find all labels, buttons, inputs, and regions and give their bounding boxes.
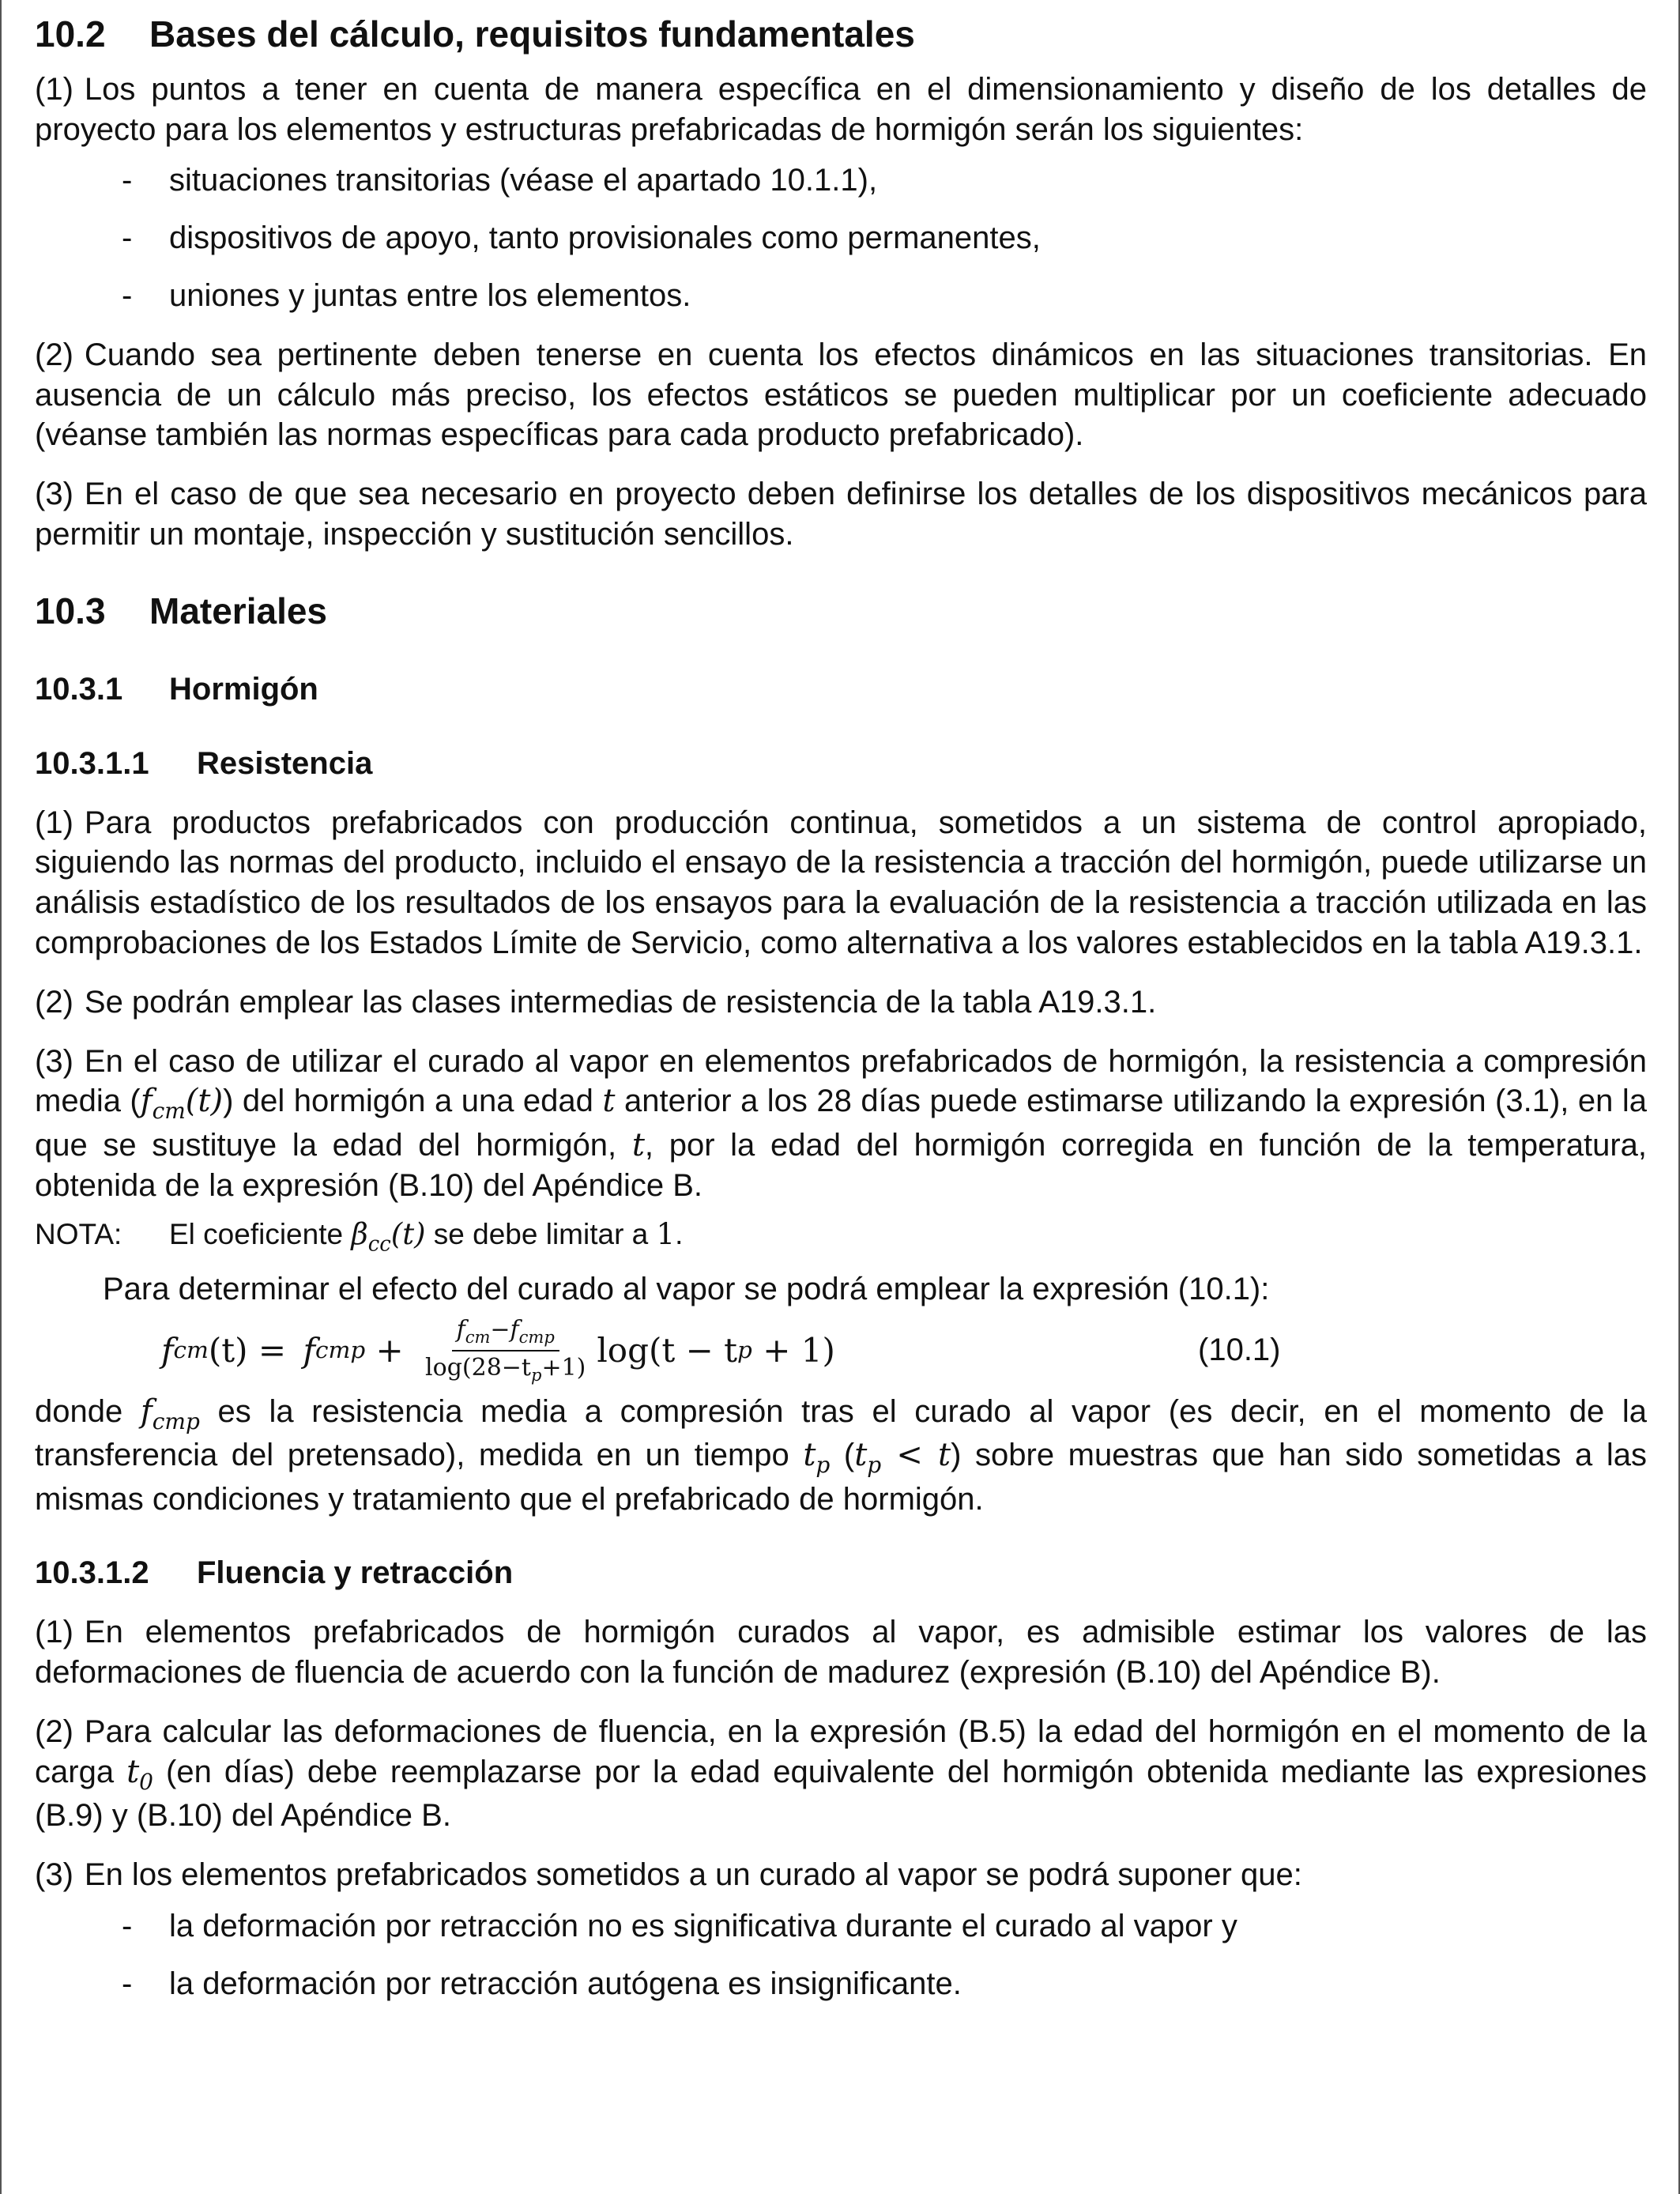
paragraph-10-3-1-2-1: [35, 1612, 1647, 1693]
math-subscript: p: [737, 1336, 752, 1363]
math-symbol: t: [126, 1753, 140, 1790]
bullet-dash: -: [122, 1966, 133, 2001]
bullet-dash: -: [122, 277, 133, 313]
section-title: Hormigón: [169, 671, 318, 707]
math-t: t: [602, 1083, 616, 1120]
math-subscript: cmp: [518, 1327, 555, 1347]
text-run: (en días) debe reemplazarse por la edad equivalente del hormigón obtenida mediante las expresiones (B.9) y (B.10) del Apéndice B.: [35, 1754, 1648, 1834]
list-item: [35, 218, 1647, 258]
section-heading-10-3-1-2: [35, 1552, 1647, 1593]
math-subscript: p: [530, 1365, 542, 1385]
paragraph-text: En los elementos prefabricados sometidos a un curado al vapor se podrá suponer que:: [84, 1857, 1302, 1893]
list-item-text: uniones y juntas entre los elementos.: [169, 277, 691, 313]
text-run: En el caso de utilizar el curado al vapor en elementos prefabricados de hormigón, la resistencia a compresión media (: [35, 1043, 1647, 1119]
paragraph-10-2-3: [35, 474, 1647, 555]
bullet-dash: -: [122, 221, 133, 256]
math-argument: (t): [185, 1083, 224, 1120]
section-number: 10.2: [35, 13, 106, 55]
math-subscript: cm: [152, 1098, 186, 1125]
paragraph-number: (1): [35, 71, 73, 107]
text-run: es la resistencia media a compresión tras el curado al vapor (es decir, en el momento de la transferencia del pretensado), medida en un tiempo: [35, 1393, 1647, 1473]
math-fcm-t: [140, 1083, 224, 1125]
math-subscript: p: [816, 1452, 831, 1479]
math-symbol: −f: [490, 1315, 519, 1344]
math-subscript: cmp: [152, 1408, 200, 1434]
list-item-text: situaciones transitorias (véase el apartado 10.1.1),: [169, 163, 878, 198]
section-number: 10.3: [35, 590, 106, 631]
section-title: Resistencia: [197, 745, 373, 781]
paragraph-number: (2): [35, 1714, 73, 1750]
bullet-list-10-3-1-2: [35, 1906, 1647, 2004]
section-heading-10-3-1-1: [35, 743, 1647, 784]
math-subscript: cm: [465, 1327, 491, 1347]
note: [35, 1216, 1647, 1257]
math-expression: + 1): [751, 1330, 835, 1370]
section-heading-10-3-1: [35, 669, 1647, 710]
text-run: anterior a los 28 días puede estimarse utilizando la expresión (3.1), en la que se sustituye la edad del hormigón,: [35, 1084, 1647, 1163]
math-expression: +1): [541, 1353, 586, 1382]
paragraph-10-2-2: [35, 335, 1647, 455]
bullet-dash: -: [122, 163, 133, 198]
math-expression: log(28−t: [425, 1353, 531, 1382]
text-run: Para determinar el efecto del curado al vapor se podrá emplear la expresión (10.1):: [103, 1271, 1270, 1306]
paragraph-number: (1): [35, 1615, 73, 1650]
math-tp-less-t: [854, 1437, 951, 1479]
paragraph-text: Cuando sea pertinente deben tenerse en cuenta los efectos dinámicos en las situaciones transitorias. En ausencia de un cálculo más preciso, los efectos estáticos se pueden multiplicar por un coeficiente adecuado (véanse también las normas específicas para cada producto prefabricado).: [35, 337, 1647, 453]
math-symbol: f: [140, 1083, 153, 1120]
text-run: Para calcular las deformaciones de fluencia, en la expresión (B.5) la edad del hormigón en el momento de la carga: [35, 1714, 1647, 1789]
paragraph-10-3-1-1-2: [35, 982, 1647, 1023]
math-symbol: f: [161, 1330, 174, 1370]
paragraph-10-3-1-1-1: [35, 803, 1647, 963]
section-heading-10-3: [35, 588, 1647, 635]
paragraph-10-3-1-2-2: [35, 1712, 1647, 1836]
fraction-denominator: [420, 1351, 590, 1386]
math-expression: < t: [881, 1437, 951, 1474]
paragraph-text: En elementos prefabricados de hormigón curados al vapor, es admisible estimar los valores de las deformaciones de fluencia de acuerdo con la función de madurez (expresión (B.10) del Apéndice B).: [35, 1615, 1647, 1691]
math-fraction: [420, 1315, 590, 1385]
math-argument: (t): [390, 1217, 426, 1252]
paragraph-number: (3): [35, 477, 73, 512]
list-item-text: dispositivos de apoyo, tanto provisionales como permanentes,: [169, 221, 1041, 256]
section-number: 10.3.1.1: [35, 745, 149, 781]
math-symbol: f: [456, 1315, 465, 1344]
section-title: Bases del cálculo, requisitos fundamentales: [149, 13, 915, 55]
equation-intro: [35, 1269, 1647, 1310]
page-content: [35, 11, 1647, 2004]
paragraph-number: (1): [35, 805, 73, 840]
math-subscript: p: [867, 1452, 882, 1479]
paragraph-text: Para productos prefabricados con producción continua, sometidos a un sistema de control apropiado, siguiendo las normas del producto, incluido el ensayo de la resistencia a tracción del hormigón, puede utilizarse un análisis estadístico de los resultados de los ensayos para la evaluación de la resistencia a tracción utilizada en las comprobaciones de los Estados Límite de Servicio, como alternativa a los valores establecidos en la tabla A19.3.1.: [35, 805, 1647, 960]
math-fcmp: [140, 1393, 200, 1434]
note-label: NOTA:: [35, 1218, 122, 1251]
paragraph-number: (3): [35, 1043, 73, 1079]
paragraph-number: (3): [35, 1857, 73, 1893]
math-one: 1: [656, 1217, 676, 1252]
text-run: ) sobre muestras que han sido sometidas a las mismas condiciones y tratamiento que el prefabricado de hormigón.: [35, 1438, 1647, 1517]
paragraph-text: En el caso de que sea necesario en proyecto deben definirse los detalles de los dispositivos mecánicos para permitir un montaje, inspección y sustitución sencillos.: [35, 477, 1647, 552]
math-t: t: [631, 1126, 645, 1163]
list-item: [35, 1964, 1647, 2004]
fraction-numerator: [452, 1315, 559, 1351]
math-beta-cc: [351, 1217, 426, 1257]
list-item-text: la deformación por retracción no es significativa durante el curado al vapor y: [169, 1908, 1237, 1943]
math-symbol: β: [351, 1217, 368, 1252]
equation-number: (10.1): [1198, 1333, 1281, 1368]
paragraph-number: (2): [35, 337, 73, 372]
section-title: Materiales: [149, 590, 328, 631]
math-expression: log(t − t: [597, 1330, 738, 1370]
equation-body: [161, 1310, 835, 1392]
text-run: , por la edad del hormigón corregida en función de la temperatura, obtenida de la expresión (B.10) del Apéndice B.: [35, 1127, 1648, 1203]
section-title: Fluencia y retracción: [197, 1555, 514, 1591]
list-item: [35, 160, 1647, 201]
paragraph-equation-where: [35, 1392, 1647, 1520]
paragraph-10-2-1: [35, 70, 1647, 150]
math-t0: [126, 1753, 153, 1795]
list-item: [35, 276, 1647, 316]
paragraph-text: Se podrán emplear las clases intermedias de resistencia de la tabla A19.3.1.: [84, 984, 1157, 1020]
math-symbol: t: [854, 1437, 868, 1474]
math-tp: [803, 1437, 831, 1479]
math-symbol: f: [140, 1393, 153, 1430]
math-argument: (t) =: [208, 1330, 297, 1370]
paragraph-10-3-1-1-3: [35, 1042, 1647, 1206]
paragraph-text: Los puntos a tener en cuenta de manera específica en el dimensionamiento y diseño de los detalles de proyecto para los elementos y estructuras prefabricadas de hormigón serán los siguientes:: [35, 71, 1647, 147]
paragraph-number: (2): [35, 984, 73, 1020]
list-item: [35, 1906, 1647, 1947]
math-subscript: cc: [367, 1232, 391, 1257]
section-number: 10.3.1.2: [35, 1555, 149, 1591]
math-subscript: 0: [139, 1768, 153, 1795]
math-operator: +: [365, 1330, 415, 1370]
equation-10-1: [35, 1310, 1647, 1392]
text-run: donde: [35, 1393, 141, 1429]
math-subscript: cm: [173, 1336, 209, 1363]
math-symbol: t: [803, 1437, 816, 1474]
paragraph-10-3-1-2-3: [35, 1855, 1647, 1895]
text-run: ) del hormigón a una edad: [223, 1084, 603, 1119]
section-heading-10-2: [35, 11, 1647, 58]
bullet-dash: -: [122, 1908, 133, 1943]
text-run: .: [675, 1218, 684, 1251]
list-item-text: la deformación por retracción autógena es insignificante.: [169, 1966, 962, 2001]
text-run: se debe limitar a: [425, 1218, 657, 1251]
math-subscript: cmp: [315, 1336, 366, 1363]
math-symbol: f: [303, 1330, 315, 1370]
bullet-list-10-2: [35, 160, 1647, 315]
text-run: El coeficiente: [169, 1218, 352, 1251]
text-run: (: [830, 1438, 855, 1473]
section-number: 10.3.1: [35, 671, 123, 707]
